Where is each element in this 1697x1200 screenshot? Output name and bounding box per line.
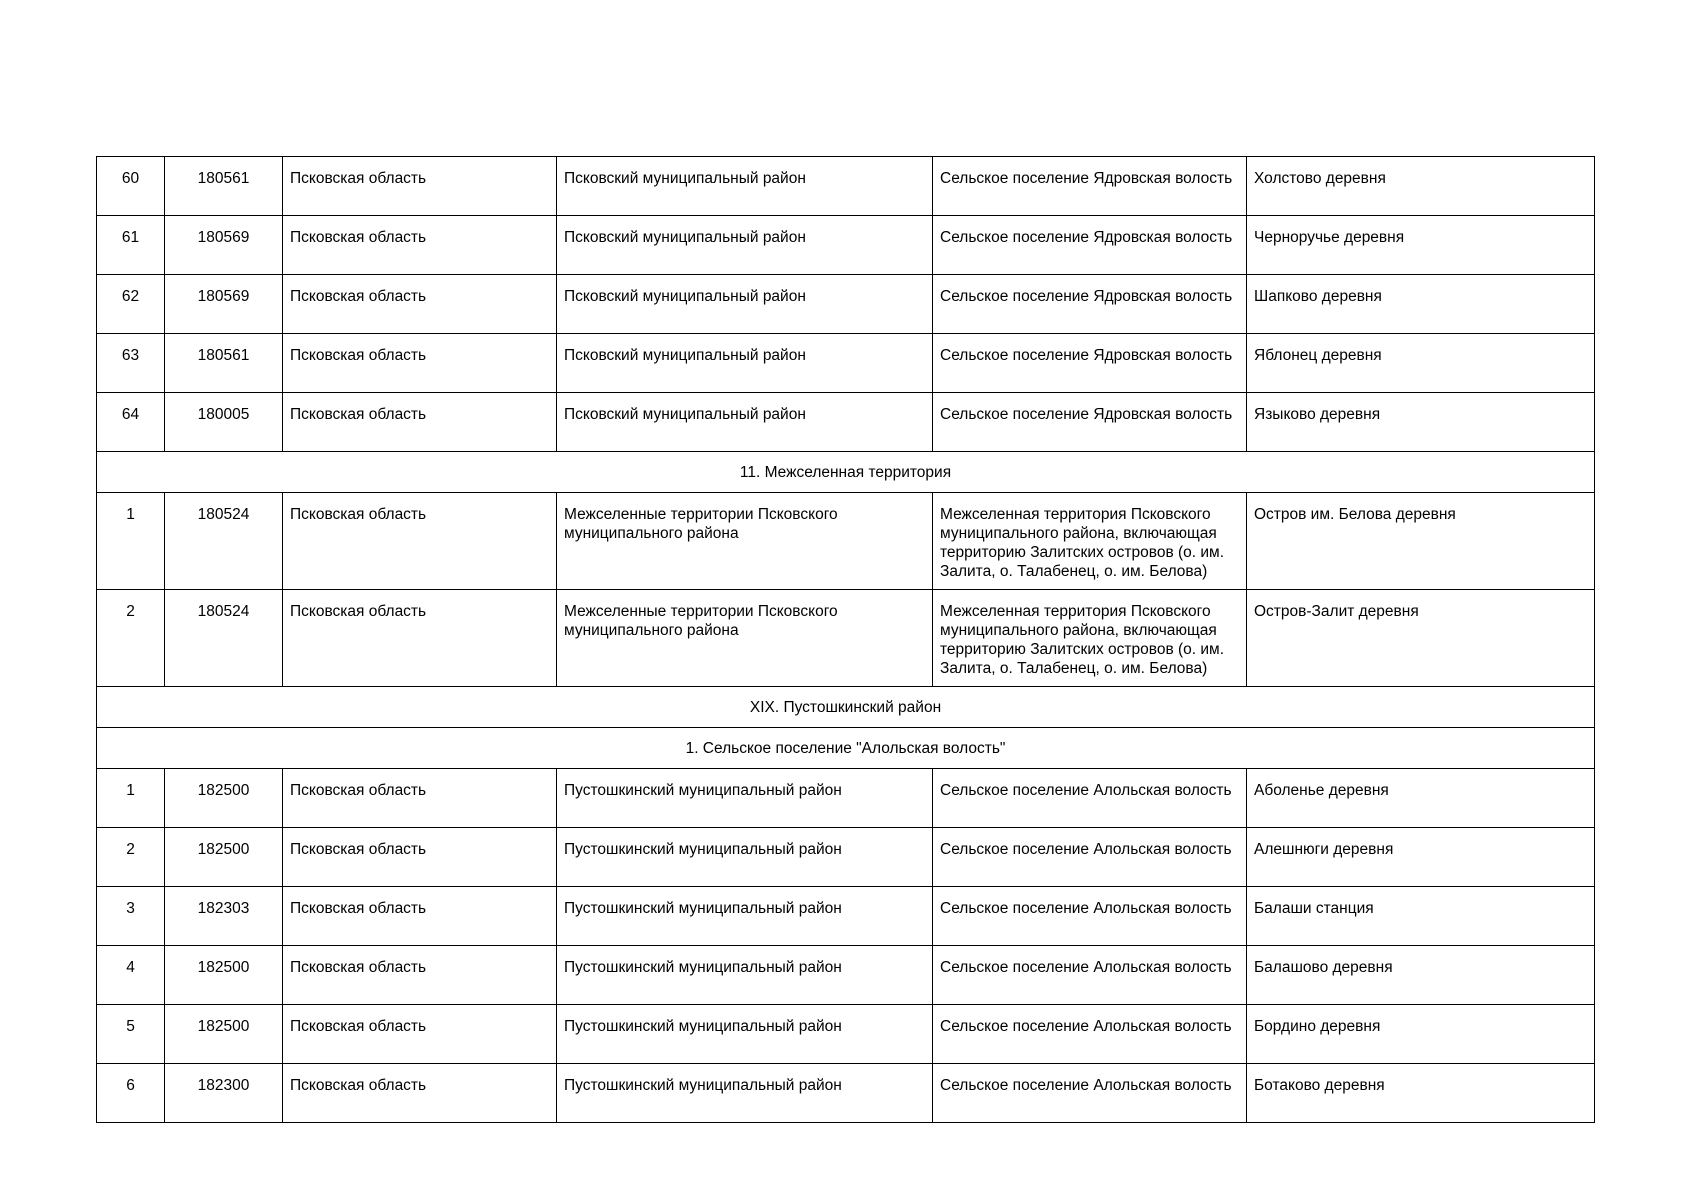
postal-index: 182500 (165, 1005, 283, 1064)
district-cell: Пустошкинский муниципальный район (557, 887, 933, 946)
postal-index: 180569 (165, 275, 283, 334)
row-number: 3 (97, 887, 165, 946)
region-cell: Псковская область (283, 275, 557, 334)
locality-cell: Бордино деревня (1247, 1005, 1595, 1064)
row-number: 62 (97, 275, 165, 334)
table-row (97, 216, 1595, 275)
locality-cell: Балашово деревня (1247, 946, 1595, 1005)
section-heading: 1. Сельское поселение "Алольская волость" (97, 728, 1595, 769)
region-cell: Псковская область (283, 769, 557, 828)
section-heading-row (97, 687, 1595, 728)
table-row (97, 334, 1595, 393)
table-row (97, 1005, 1595, 1064)
row-number: 1 (97, 493, 165, 590)
settlement-cell: Сельское поселение Ядровская волость (933, 393, 1247, 452)
settlement-cell: Сельское поселение Ядровская волость (933, 275, 1247, 334)
postal-index: 182303 (165, 887, 283, 946)
locality-cell: Аболенье деревня (1247, 769, 1595, 828)
settlement-cell: Сельское поселение Алольская волость (933, 1064, 1247, 1123)
locality-cell: Балаши станция (1247, 887, 1595, 946)
district-cell: Псковский муниципальный район (557, 334, 933, 393)
region-cell: Псковская область (283, 334, 557, 393)
settlement-cell: Сельское поселение Алольская волость (933, 769, 1247, 828)
postal-index: 182500 (165, 828, 283, 887)
row-number: 4 (97, 946, 165, 1005)
postal-index: 182300 (165, 1064, 283, 1123)
row-number: 64 (97, 393, 165, 452)
postal-index: 180005 (165, 393, 283, 452)
district-cell: Пустошкинский муниципальный район (557, 769, 933, 828)
postal-index: 180561 (165, 157, 283, 216)
district-cell: Псковский муниципальный район (557, 393, 933, 452)
region-cell: Псковская область (283, 1064, 557, 1123)
row-number: 63 (97, 334, 165, 393)
postal-index: 180561 (165, 334, 283, 393)
region-cell: Псковская область (283, 828, 557, 887)
region-cell: Псковская область (283, 157, 557, 216)
region-cell: Псковская область (283, 1005, 557, 1064)
postal-index: 180524 (165, 590, 283, 687)
settlement-cell: Межселенная территория Псковского муниципального района, включающая территорию Залитских островов (о. им. Залита, о. Талабенец, о. им. Белова) (933, 493, 1247, 590)
locality-cell: Шапково деревня (1247, 275, 1595, 334)
row-number: 6 (97, 1064, 165, 1123)
locality-cell: Яблонец деревня (1247, 334, 1595, 393)
district-cell: Псковский муниципальный район (557, 216, 933, 275)
region-cell: Псковская область (283, 493, 557, 590)
district-cell: Псковский муниципальный район (557, 157, 933, 216)
table-row (97, 590, 1595, 687)
table-row (97, 946, 1595, 1005)
region-cell: Псковская область (283, 393, 557, 452)
district-cell: Пустошкинский муниципальный район (557, 1064, 933, 1123)
region-cell: Псковская область (283, 216, 557, 275)
section-heading-row (97, 452, 1595, 493)
localities-table (96, 156, 1595, 1123)
postal-index: 182500 (165, 769, 283, 828)
section-heading: 11. Межселенная территория (97, 452, 1595, 493)
locality-cell: Алешнюги деревня (1247, 828, 1595, 887)
settlement-cell: Межселенная территория Псковского муниципального района, включающая территорию Залитских островов (о. им. Залита, о. Талабенец, о. им. Белова) (933, 590, 1247, 687)
district-cell: Псковский муниципальный район (557, 275, 933, 334)
postal-index: 180524 (165, 493, 283, 590)
locality-cell: Холстово деревня (1247, 157, 1595, 216)
section-heading: XIX. Пустошкинский район (97, 687, 1595, 728)
region-cell: Псковская область (283, 590, 557, 687)
row-number: 1 (97, 769, 165, 828)
row-number: 5 (97, 1005, 165, 1064)
postal-index: 182500 (165, 946, 283, 1005)
locality-cell: Остров им. Белова деревня (1247, 493, 1595, 590)
settlement-cell: Сельское поселение Алольская волость (933, 1005, 1247, 1064)
table-row (97, 157, 1595, 216)
district-cell: Пустошкинский муниципальный район (557, 1005, 933, 1064)
locality-cell: Черноручье деревня (1247, 216, 1595, 275)
table-row (97, 493, 1595, 590)
table-row (97, 828, 1595, 887)
row-number: 61 (97, 216, 165, 275)
district-cell: Межселенные территории Псковского муниципального района (557, 493, 933, 590)
district-cell: Межселенные территории Псковского муниципального района (557, 590, 933, 687)
table-row (97, 769, 1595, 828)
row-number: 60 (97, 157, 165, 216)
region-cell: Псковская область (283, 946, 557, 1005)
settlement-cell: Сельское поселение Ядровская волость (933, 216, 1247, 275)
settlement-cell: Сельское поселение Алольская волость (933, 828, 1247, 887)
locality-cell: Остров-Залит деревня (1247, 590, 1595, 687)
table-row (97, 393, 1595, 452)
row-number: 2 (97, 828, 165, 887)
table-body (97, 157, 1595, 1123)
postal-index: 180569 (165, 216, 283, 275)
settlement-cell: Сельское поселение Алольская волость (933, 946, 1247, 1005)
table-row (97, 1064, 1595, 1123)
district-cell: Пустошкинский муниципальный район (557, 946, 933, 1005)
settlement-cell: Сельское поселение Ядровская волость (933, 157, 1247, 216)
locality-cell: Ботаково деревня (1247, 1064, 1595, 1123)
locality-cell: Языково деревня (1247, 393, 1595, 452)
district-cell: Пустошкинский муниципальный район (557, 828, 933, 887)
settlement-cell: Сельское поселение Ядровская волость (933, 334, 1247, 393)
section-heading-row (97, 728, 1595, 769)
settlement-cell: Сельское поселение Алольская волость (933, 887, 1247, 946)
region-cell: Псковская область (283, 887, 557, 946)
table-row (97, 887, 1595, 946)
table-row (97, 275, 1595, 334)
row-number: 2 (97, 590, 165, 687)
